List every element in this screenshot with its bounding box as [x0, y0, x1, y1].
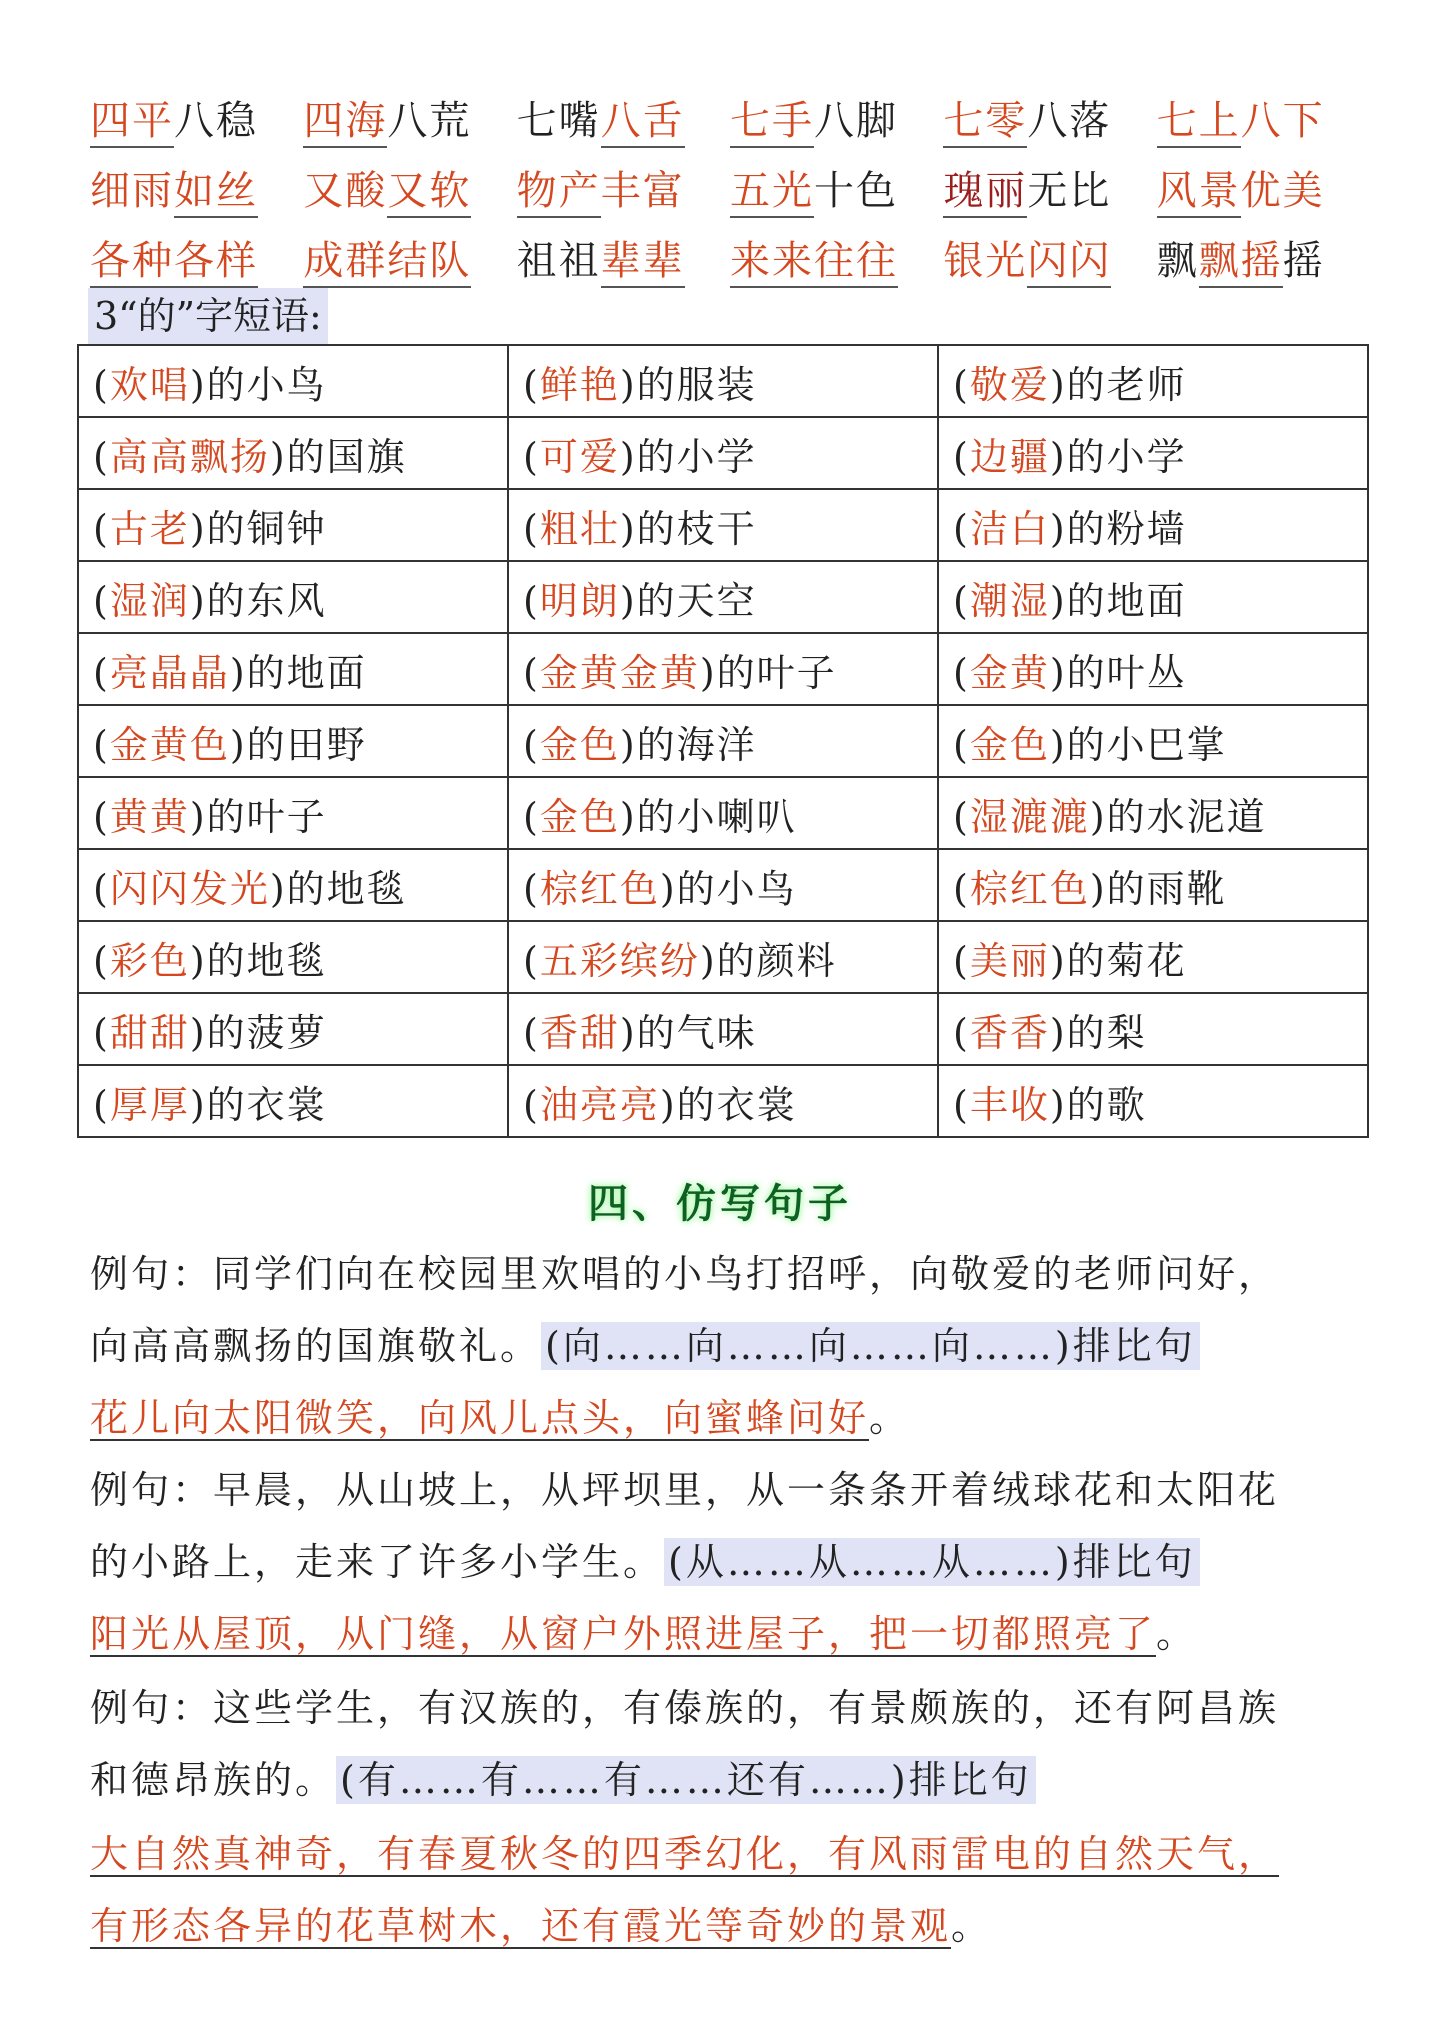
table-cell	[938, 489, 1368, 561]
idiom-part: 细雨	[90, 167, 174, 214]
table-row	[78, 777, 1368, 849]
paren-open: (	[953, 1010, 970, 1055]
phrase-noun: 的叶子	[716, 650, 837, 695]
phrase-noun: 的叶丛	[1066, 650, 1187, 695]
table-cell	[78, 345, 508, 417]
paren-close: )	[1049, 938, 1067, 983]
idiom-part: 四海	[303, 98, 387, 148]
paren-close: )	[619, 506, 637, 551]
idiom-part: 十色	[813, 167, 898, 214]
idiom-part: 七嘴	[516, 97, 601, 144]
phrase-modifier: 敬爱	[969, 362, 1050, 407]
example1-pattern: (向……向……向……向……)排比句	[541, 1322, 1200, 1370]
phrase-modifier: 棕红色	[539, 866, 660, 911]
paren-open: (	[523, 578, 540, 623]
phrase-noun: 的雨靴	[1106, 866, 1227, 911]
table-cell	[508, 777, 938, 849]
example2-line1: 例句：早晨，从山坡上，从坪坝里，从一条条开着绒球花和太阳花	[90, 1468, 1280, 1512]
table-cell	[78, 417, 508, 489]
idiom-part: 风景	[1157, 168, 1241, 218]
paren-close: )	[1049, 362, 1067, 407]
idiom	[943, 89, 1156, 146]
paren-open: (	[93, 578, 110, 623]
example3-answer-line2	[90, 1898, 992, 1954]
table-cell	[508, 921, 938, 993]
phrase-noun: 的衣裳	[676, 1082, 797, 1127]
phrase-noun: 的地毯	[286, 866, 407, 911]
table-row	[78, 417, 1368, 489]
example1-line2-text: 向高高飘扬的国旗敬礼。	[90, 1324, 542, 1368]
table-cell	[78, 777, 508, 849]
idiom-part: 又酸	[303, 167, 388, 214]
idiom	[90, 89, 303, 146]
table-cell	[78, 1065, 508, 1137]
paren-close: )	[1049, 650, 1067, 695]
table-cell	[938, 1065, 1368, 1137]
phrase-noun: 的衣裳	[206, 1082, 327, 1127]
paren-close: )	[1049, 722, 1067, 767]
phrase-modifier: 金黄金黄	[539, 650, 700, 695]
table-cell	[938, 345, 1368, 417]
paren-open: (	[93, 866, 110, 911]
idiom-part: 又软	[387, 168, 471, 218]
paren-close: )	[619, 794, 637, 839]
idiom-part: 各种	[90, 238, 174, 288]
paren-open: (	[93, 722, 110, 767]
phrase-noun: 的小学	[1066, 434, 1187, 479]
paren-close: )	[619, 1010, 637, 1055]
phrase-noun: 的粉墙	[1066, 506, 1187, 551]
example1-answer-line	[90, 1390, 910, 1446]
phrase-modifier: 甜甜	[109, 1010, 190, 1055]
phrase-noun: 的老师	[1066, 362, 1187, 407]
paren-close: )	[189, 362, 207, 407]
example1-line2	[90, 1318, 1200, 1374]
idiom-part: 飘	[1156, 237, 1199, 284]
phrase-modifier: 闪闪发光	[109, 866, 270, 911]
phrase-noun: 的地毯	[206, 938, 327, 983]
example3-pattern: (有……有……有……还有……)排比句	[336, 1756, 1036, 1804]
paren-open: (	[93, 794, 110, 839]
phrase-noun: 的小巴掌	[1066, 722, 1227, 767]
table-cell	[78, 633, 508, 705]
paren-open: (	[953, 434, 970, 479]
table-cell	[508, 849, 938, 921]
phrase-noun: 的铜钟	[206, 506, 327, 551]
paren-close: )	[189, 578, 207, 623]
paren-close: )	[619, 578, 637, 623]
idiom-part: 无比	[1027, 167, 1112, 214]
table-cell	[938, 921, 1368, 993]
idiom-part: 结队	[387, 238, 471, 288]
phrase-modifier: 潮湿	[969, 578, 1050, 623]
table-cell	[508, 633, 938, 705]
paren-close: )	[229, 650, 247, 695]
paren-open: (	[953, 650, 970, 695]
phrase-noun: 的服装	[636, 362, 757, 407]
table-row	[78, 489, 1368, 561]
paren-close: )	[1049, 1010, 1067, 1055]
phrase-noun: 的田野	[246, 722, 367, 767]
idiom-part: 物产	[517, 168, 601, 218]
idiom-part: 成群	[303, 238, 387, 288]
section-heading: 四、仿写句子	[588, 1180, 852, 1227]
idiom-part: 八舌	[601, 98, 685, 148]
table-cell	[508, 345, 938, 417]
example2-answer: 阳光从屋顶，从门缝，从窗户外照进屋子，把一切都照亮了	[90, 1612, 1157, 1656]
phrase-noun: 的叶子	[206, 794, 327, 839]
idiom	[730, 159, 943, 216]
paren-close: )	[659, 1082, 677, 1127]
paren-open: (	[953, 938, 970, 983]
paren-open: (	[953, 866, 970, 911]
paren-close: )	[1089, 794, 1107, 839]
paren-open: (	[93, 650, 110, 695]
idiom	[517, 89, 730, 146]
paren-open: (	[93, 362, 110, 407]
idiom-part: 八落	[1027, 97, 1112, 144]
paren-open: (	[523, 866, 540, 911]
idiom	[90, 229, 303, 286]
phrase-modifier: 金色	[539, 722, 620, 767]
idiom-part: 来来	[730, 238, 814, 288]
table-cell	[78, 849, 508, 921]
phrase-modifier: 边疆	[969, 434, 1050, 479]
table-cell	[938, 561, 1368, 633]
phrase-noun: 的小鸟	[206, 362, 327, 407]
phrase-modifier: 金色	[969, 722, 1050, 767]
idiom	[943, 159, 1156, 216]
phrase-modifier: 湿润	[109, 578, 190, 623]
phrase-modifier: 金黄	[969, 650, 1050, 695]
paren-open: (	[523, 506, 540, 551]
example2-line2	[90, 1534, 1200, 1590]
paren-close: )	[619, 362, 637, 407]
phrase-modifier: 粗壮	[539, 506, 620, 551]
idiom-row	[90, 152, 1370, 222]
paren-open: (	[523, 434, 540, 479]
phrase-modifier: 彩色	[109, 938, 190, 983]
period: 。	[951, 1904, 993, 1948]
idiom-part: 丰富	[600, 167, 685, 214]
section-label: 3“的”字短语:	[88, 288, 328, 344]
table-cell	[78, 921, 508, 993]
table-cell	[508, 417, 938, 489]
table-cell	[938, 849, 1368, 921]
paren-close: )	[1049, 1082, 1067, 1127]
phrase-modifier: 厚厚	[109, 1082, 190, 1127]
idiom-part: 八下	[1240, 97, 1325, 144]
table-row	[78, 345, 1368, 417]
phrase-modifier: 丰收	[969, 1082, 1050, 1127]
phrase-modifier: 黄黄	[109, 794, 190, 839]
paren-close: )	[1049, 578, 1067, 623]
table-cell	[78, 993, 508, 1065]
paren-open: (	[523, 1010, 540, 1055]
idiom	[517, 159, 730, 216]
idiom-part: 七零	[943, 98, 1027, 148]
phrase-noun: 的颜料	[716, 938, 837, 983]
idiom-part: 往往	[814, 238, 898, 288]
paren-close: )	[1049, 506, 1067, 551]
table-row	[78, 1065, 1368, 1137]
idiom	[1157, 89, 1370, 146]
phrase-noun: 的海洋	[636, 722, 757, 767]
idiom-row	[90, 82, 1370, 152]
phrase-noun: 的梨	[1066, 1010, 1147, 1055]
paren-open: (	[93, 506, 110, 551]
example3-answer-line1	[90, 1826, 1279, 1882]
table-row	[78, 633, 1368, 705]
table-cell	[938, 705, 1368, 777]
phrase-modifier: 可爱	[539, 434, 620, 479]
idiom-part: 飘摇	[1199, 238, 1283, 288]
phrase-modifier: 香香	[969, 1010, 1050, 1055]
table-row	[78, 849, 1368, 921]
phrase-noun: 的地面	[1066, 578, 1187, 623]
table-cell	[508, 1065, 938, 1137]
example3-line2-text: 和德昂族的。	[90, 1758, 337, 1802]
idiom-part: 辈辈	[601, 238, 685, 288]
phrase-noun: 的天空	[636, 578, 757, 623]
idiom-part: 七上	[1157, 98, 1241, 148]
paren-open: (	[523, 1082, 540, 1127]
paren-close: )	[189, 1010, 207, 1055]
phrase-modifier: 美丽	[969, 938, 1050, 983]
idiom-part: 祖祖	[516, 237, 601, 284]
phrase-modifier: 五彩缤纷	[539, 938, 700, 983]
phrase-noun: 的地面	[246, 650, 367, 695]
phrase-modifier: 古老	[109, 506, 190, 551]
phrase-noun: 的气味	[636, 1010, 757, 1055]
table-cell	[508, 489, 938, 561]
phrase-noun: 的国旗	[286, 434, 407, 479]
paren-open: (	[93, 1010, 110, 1055]
phrase-noun: 的菊花	[1066, 938, 1187, 983]
table-cell	[938, 633, 1368, 705]
idiom	[1157, 159, 1370, 216]
paren-close: )	[1089, 866, 1107, 911]
table-cell	[78, 561, 508, 633]
paren-open: (	[953, 578, 970, 623]
phrase-modifier: 棕红色	[969, 866, 1090, 911]
paren-open: (	[953, 794, 970, 839]
paren-close: )	[189, 938, 207, 983]
table-cell	[938, 993, 1368, 1065]
paren-close: )	[189, 506, 207, 551]
paren-open: (	[523, 794, 540, 839]
period: 。	[869, 1396, 911, 1440]
idiom-part: 七手	[730, 98, 814, 148]
table-cell	[938, 417, 1368, 489]
table-row	[78, 705, 1368, 777]
phrase-modifier: 金色	[539, 794, 620, 839]
idiom	[943, 229, 1156, 286]
idiom-part: 五光	[730, 168, 814, 218]
table-cell	[508, 561, 938, 633]
phrase-noun: 的歌	[1066, 1082, 1147, 1127]
example1-answer: 花儿向太阳微笑，向风儿点头，向蜜蜂问好	[90, 1396, 870, 1440]
idiom-grid	[90, 82, 1370, 292]
paren-open: (	[953, 506, 970, 551]
phrase-noun: 的小学	[636, 434, 757, 479]
paren-close: )	[619, 434, 637, 479]
paren-close: )	[699, 938, 717, 983]
idiom	[517, 229, 730, 286]
table-cell	[508, 993, 938, 1065]
paren-close: )	[189, 1082, 207, 1127]
example3-answer2: 有形态各异的花草树木，还有霞光等奇妙的景观	[90, 1904, 952, 1948]
idiom-part: 摇	[1282, 237, 1325, 284]
phrase-modifier: 亮晶晶	[109, 650, 230, 695]
paren-open: (	[953, 722, 970, 767]
paren-open: (	[93, 1082, 110, 1127]
phrase-modifier: 明朗	[539, 578, 620, 623]
phrase-noun: 的水泥道	[1106, 794, 1267, 839]
paren-open: (	[523, 938, 540, 983]
idiom-part: 瑰丽	[943, 168, 1027, 218]
phrase-table	[77, 344, 1369, 1138]
paren-close: )	[269, 866, 287, 911]
phrase-noun: 的东风	[206, 578, 327, 623]
phrase-modifier: 洁白	[969, 506, 1050, 551]
paren-close: )	[189, 794, 207, 839]
phrase-modifier: 鲜艳	[539, 362, 620, 407]
paren-close: )	[699, 650, 717, 695]
table-row	[78, 993, 1368, 1065]
idiom-part: 银光	[943, 237, 1028, 284]
example3-line2	[90, 1752, 1036, 1808]
example2-pattern: (从……从……从……)排比句	[664, 1538, 1200, 1586]
idiom	[303, 159, 516, 216]
phrase-modifier: 湿漉漉	[969, 794, 1090, 839]
idiom	[730, 229, 943, 286]
phrase-modifier: 高高飘扬	[109, 434, 270, 479]
idiom	[303, 229, 516, 286]
idiom	[90, 159, 303, 216]
paren-open: (	[953, 362, 970, 407]
paren-open: (	[523, 362, 540, 407]
table-cell	[508, 705, 938, 777]
paren-close: )	[229, 722, 247, 767]
idiom	[730, 89, 943, 146]
table-cell	[78, 705, 508, 777]
phrase-modifier: 油亮亮	[539, 1082, 660, 1127]
idiom-part: 各样	[174, 238, 258, 288]
phrase-modifier: 欢唱	[109, 362, 190, 407]
period: 。	[1156, 1612, 1198, 1656]
idiom-part: 八稳	[174, 97, 258, 144]
paren-open: (	[523, 650, 540, 695]
table-cell	[78, 489, 508, 561]
paren-close: )	[269, 434, 287, 479]
table-cell	[938, 777, 1368, 849]
phrase-noun: 的枝干	[636, 506, 757, 551]
paren-open: (	[953, 1082, 970, 1127]
idiom	[303, 89, 516, 146]
example2-answer-line	[90, 1606, 1197, 1662]
example3-answer1: 大自然真神奇，有春夏秋冬的四季幻化，有风雨雷电的自然天气，	[90, 1832, 1280, 1876]
idiom-part: 闪闪	[1027, 238, 1111, 288]
idiom-row	[90, 222, 1370, 292]
idiom-part: 八荒	[387, 97, 472, 144]
phrase-noun: 的小鸟	[676, 866, 797, 911]
paren-open: (	[93, 434, 110, 479]
example2-line2-text: 的小路上，走来了许多小学生。	[90, 1540, 665, 1584]
phrase-modifier: 金黄色	[109, 722, 230, 767]
idiom	[1157, 229, 1370, 286]
idiom-part: 四平	[90, 98, 174, 148]
paren-close: )	[659, 866, 677, 911]
table-row	[78, 921, 1368, 993]
idiom-part: 八脚	[813, 97, 898, 144]
paren-open: (	[523, 722, 540, 767]
table-row	[78, 561, 1368, 633]
example3-line1: 例句：这些学生，有汉族的，有傣族的，有景颇族的，还有阿昌族	[90, 1686, 1280, 1730]
paren-close: )	[1049, 434, 1067, 479]
phrase-noun: 的菠萝	[206, 1010, 327, 1055]
paren-close: )	[619, 722, 637, 767]
phrase-modifier: 香甜	[539, 1010, 620, 1055]
idiom-part: 如丝	[174, 168, 258, 218]
example1-line1: 例句：同学们向在校园里欢唱的小鸟打招呼，向敬爱的老师问好，	[90, 1252, 1280, 1296]
phrase-noun: 的小喇叭	[636, 794, 797, 839]
idiom-part: 优美	[1240, 167, 1325, 214]
paren-open: (	[93, 938, 110, 983]
